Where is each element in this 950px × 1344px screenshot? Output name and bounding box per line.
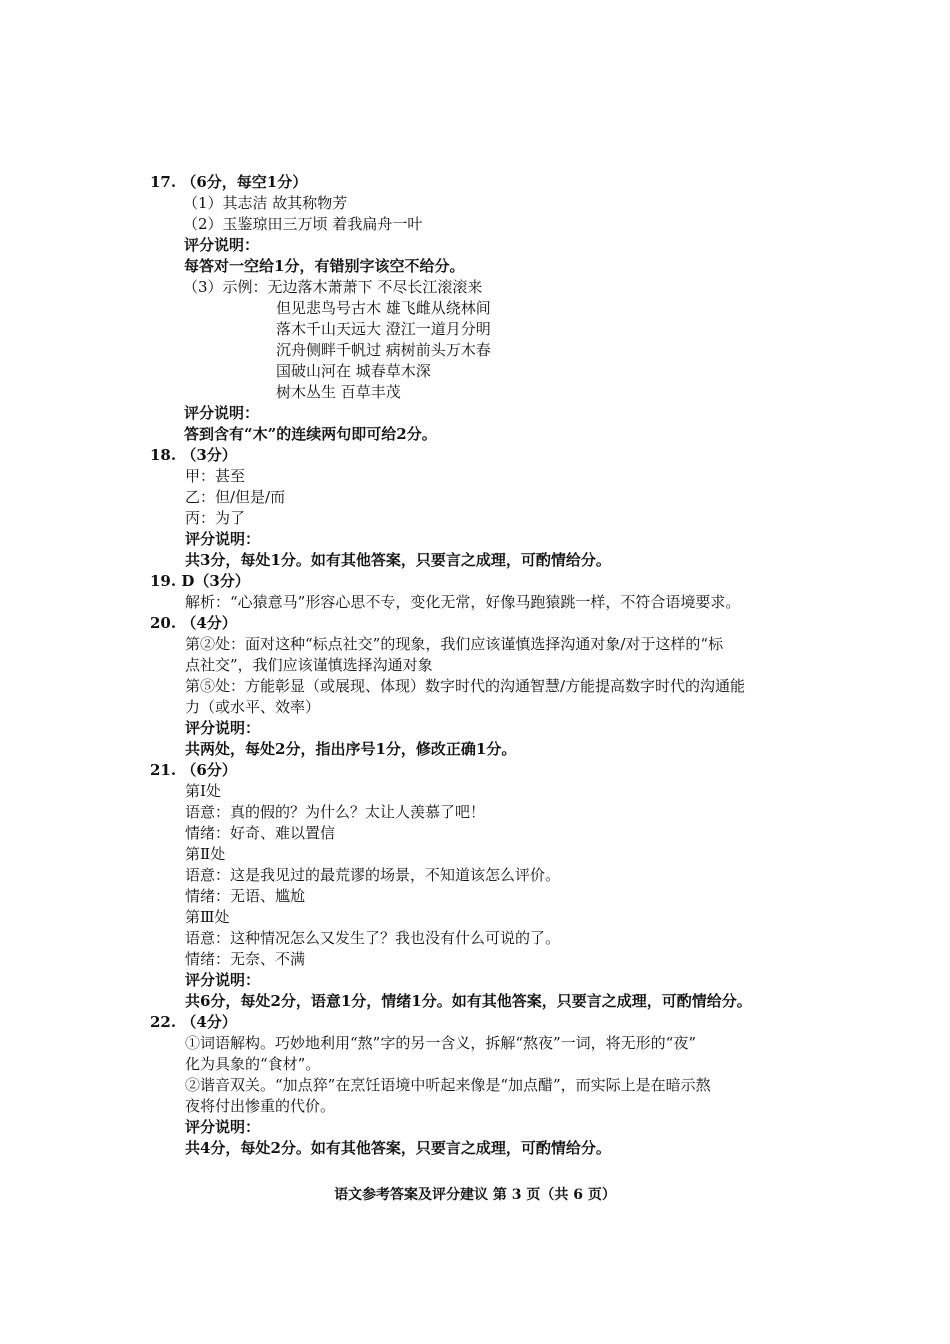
q19-analysis: 解析：“心猿意马”形容心思不专，变化无常，好像马跑猿跳一样，不符合语境要求。 <box>185 593 741 611</box>
q20-heading: 20. （4分） <box>150 614 237 632</box>
q21-note-label: 评分说明： <box>185 971 261 989</box>
q21-part-1: 第Ⅰ处 <box>185 782 221 800</box>
q21-part-3-emotion: 情绪：无奈、不满 <box>185 950 306 968</box>
q17-heading: 17. （6分，每空1分） <box>150 173 308 191</box>
q20-answer-5-line1: 第⑤处：方能彰显（或展现、体现）数字时代的沟通智慧/方能提高数字时代的沟通能 <box>185 677 746 695</box>
q20-note-label: 评分说明： <box>185 719 261 737</box>
q21-part-2-meaning: 语意：这是我见过的最荒谬的场景，不知道该怎么评价。 <box>185 866 561 884</box>
q22-heading: 22. （4分） <box>150 1013 237 1031</box>
q21-part-2-emotion: 情绪：无语、尴尬 <box>185 887 306 905</box>
q21-part-3: 第Ⅲ处 <box>185 908 230 926</box>
q22-answer-2-line1: ②谐音双关。“加点猝”在烹饪语境中听起来像是“加点醋”，而实际上是在暗示熬 <box>185 1076 711 1094</box>
q17-example-line: 落木千山天远大 澄江一道月分明 <box>276 320 491 338</box>
q17-example-line: 但见悲鸟号古木 雄飞雌从绕林间 <box>276 299 491 317</box>
q17-answer-2: （2）玉鉴琼田三万顷 着我扁舟一叶 <box>183 215 423 233</box>
q21-part-2: 第Ⅱ处 <box>185 845 226 863</box>
q17-note2-label: 评分说明： <box>184 404 260 422</box>
q20-answer-2-line2: 点社交”，我们应该谨慎选择沟通对象 <box>185 656 433 674</box>
q20-answer-2-line1: 第②处：面对这种“标点社交”的现象，我们应该谨慎选择沟通对象/对于这样的“标 <box>185 635 724 653</box>
q21-part-3-meaning: 语意：这种情况怎么又发生了？我也没有什么可说的了。 <box>185 929 561 947</box>
q22-note-label: 评分说明： <box>185 1118 261 1136</box>
q20-note-text: 共两处，每处2分，指出序号1分，修改正确1分。 <box>185 740 517 758</box>
q21-part-1-emotion: 情绪：好奇、难以置信 <box>185 824 336 842</box>
q17-note-text: 每答对一空给1分，有错别字该空不给分。 <box>184 257 465 275</box>
q22-note-text: 共4分，每处2分。如有其他答案，只要言之成理，可酌情给分。 <box>185 1139 611 1157</box>
q17-example-line: 国破山河在 城春草木深 <box>276 362 431 380</box>
q19-heading: 19. D（3分） <box>150 572 250 590</box>
q18-answer-b: 乙：但/但是/而 <box>185 488 286 506</box>
q17-example-line: 树木丛生 百草丰茂 <box>276 383 401 401</box>
q17-note2-text: 答到含有“木”的连续两句即可给2分。 <box>184 425 437 443</box>
q21-part-1-meaning: 语意：真的假的？为什么？太让人羡慕了吧！ <box>185 803 486 821</box>
page-footer: 语文参考答案及评分建议 第 3 页（共 6 页） <box>334 1187 616 1203</box>
q18-note-text: 共3分，每处1分。如有其他答案，只要言之成理，可酌情给分。 <box>185 551 611 569</box>
q18-answer-a: 甲：甚至 <box>185 467 246 485</box>
q22-answer-2-line2: 夜将付出惨重的代价。 <box>185 1097 336 1115</box>
q18-answer-c: 丙：为了 <box>185 509 246 527</box>
q21-heading: 21. （6分） <box>150 761 237 779</box>
q21-note-text: 共6分，每处2分，语意1分，情绪1分。如有其他答案，只要言之成理，可酌情给分。 <box>185 992 752 1010</box>
q17-note-label: 评分说明： <box>184 236 260 254</box>
q20-answer-5-line2: 力（或水平、效率） <box>185 698 321 716</box>
q17-example-line: 沉舟侧畔千帆过 病树前头万木春 <box>276 341 491 359</box>
q17-answer-3-example: （3）示例：无边落木萧萧下 不尽长江滚滚来 <box>183 278 483 296</box>
q22-answer-1-line2: 化为具象的“食材”。 <box>185 1055 321 1073</box>
q17-answer-1: （1）其志洁 故其称物芳 <box>183 194 348 212</box>
q18-note-label: 评分说明： <box>185 530 261 548</box>
q22-answer-1-line1: ①词语解构。巧妙地利用“熬”字的另一含义，拆解“熬夜”一词，将无形的“夜” <box>185 1034 697 1052</box>
q18-heading: 18. （3分） <box>150 446 237 464</box>
